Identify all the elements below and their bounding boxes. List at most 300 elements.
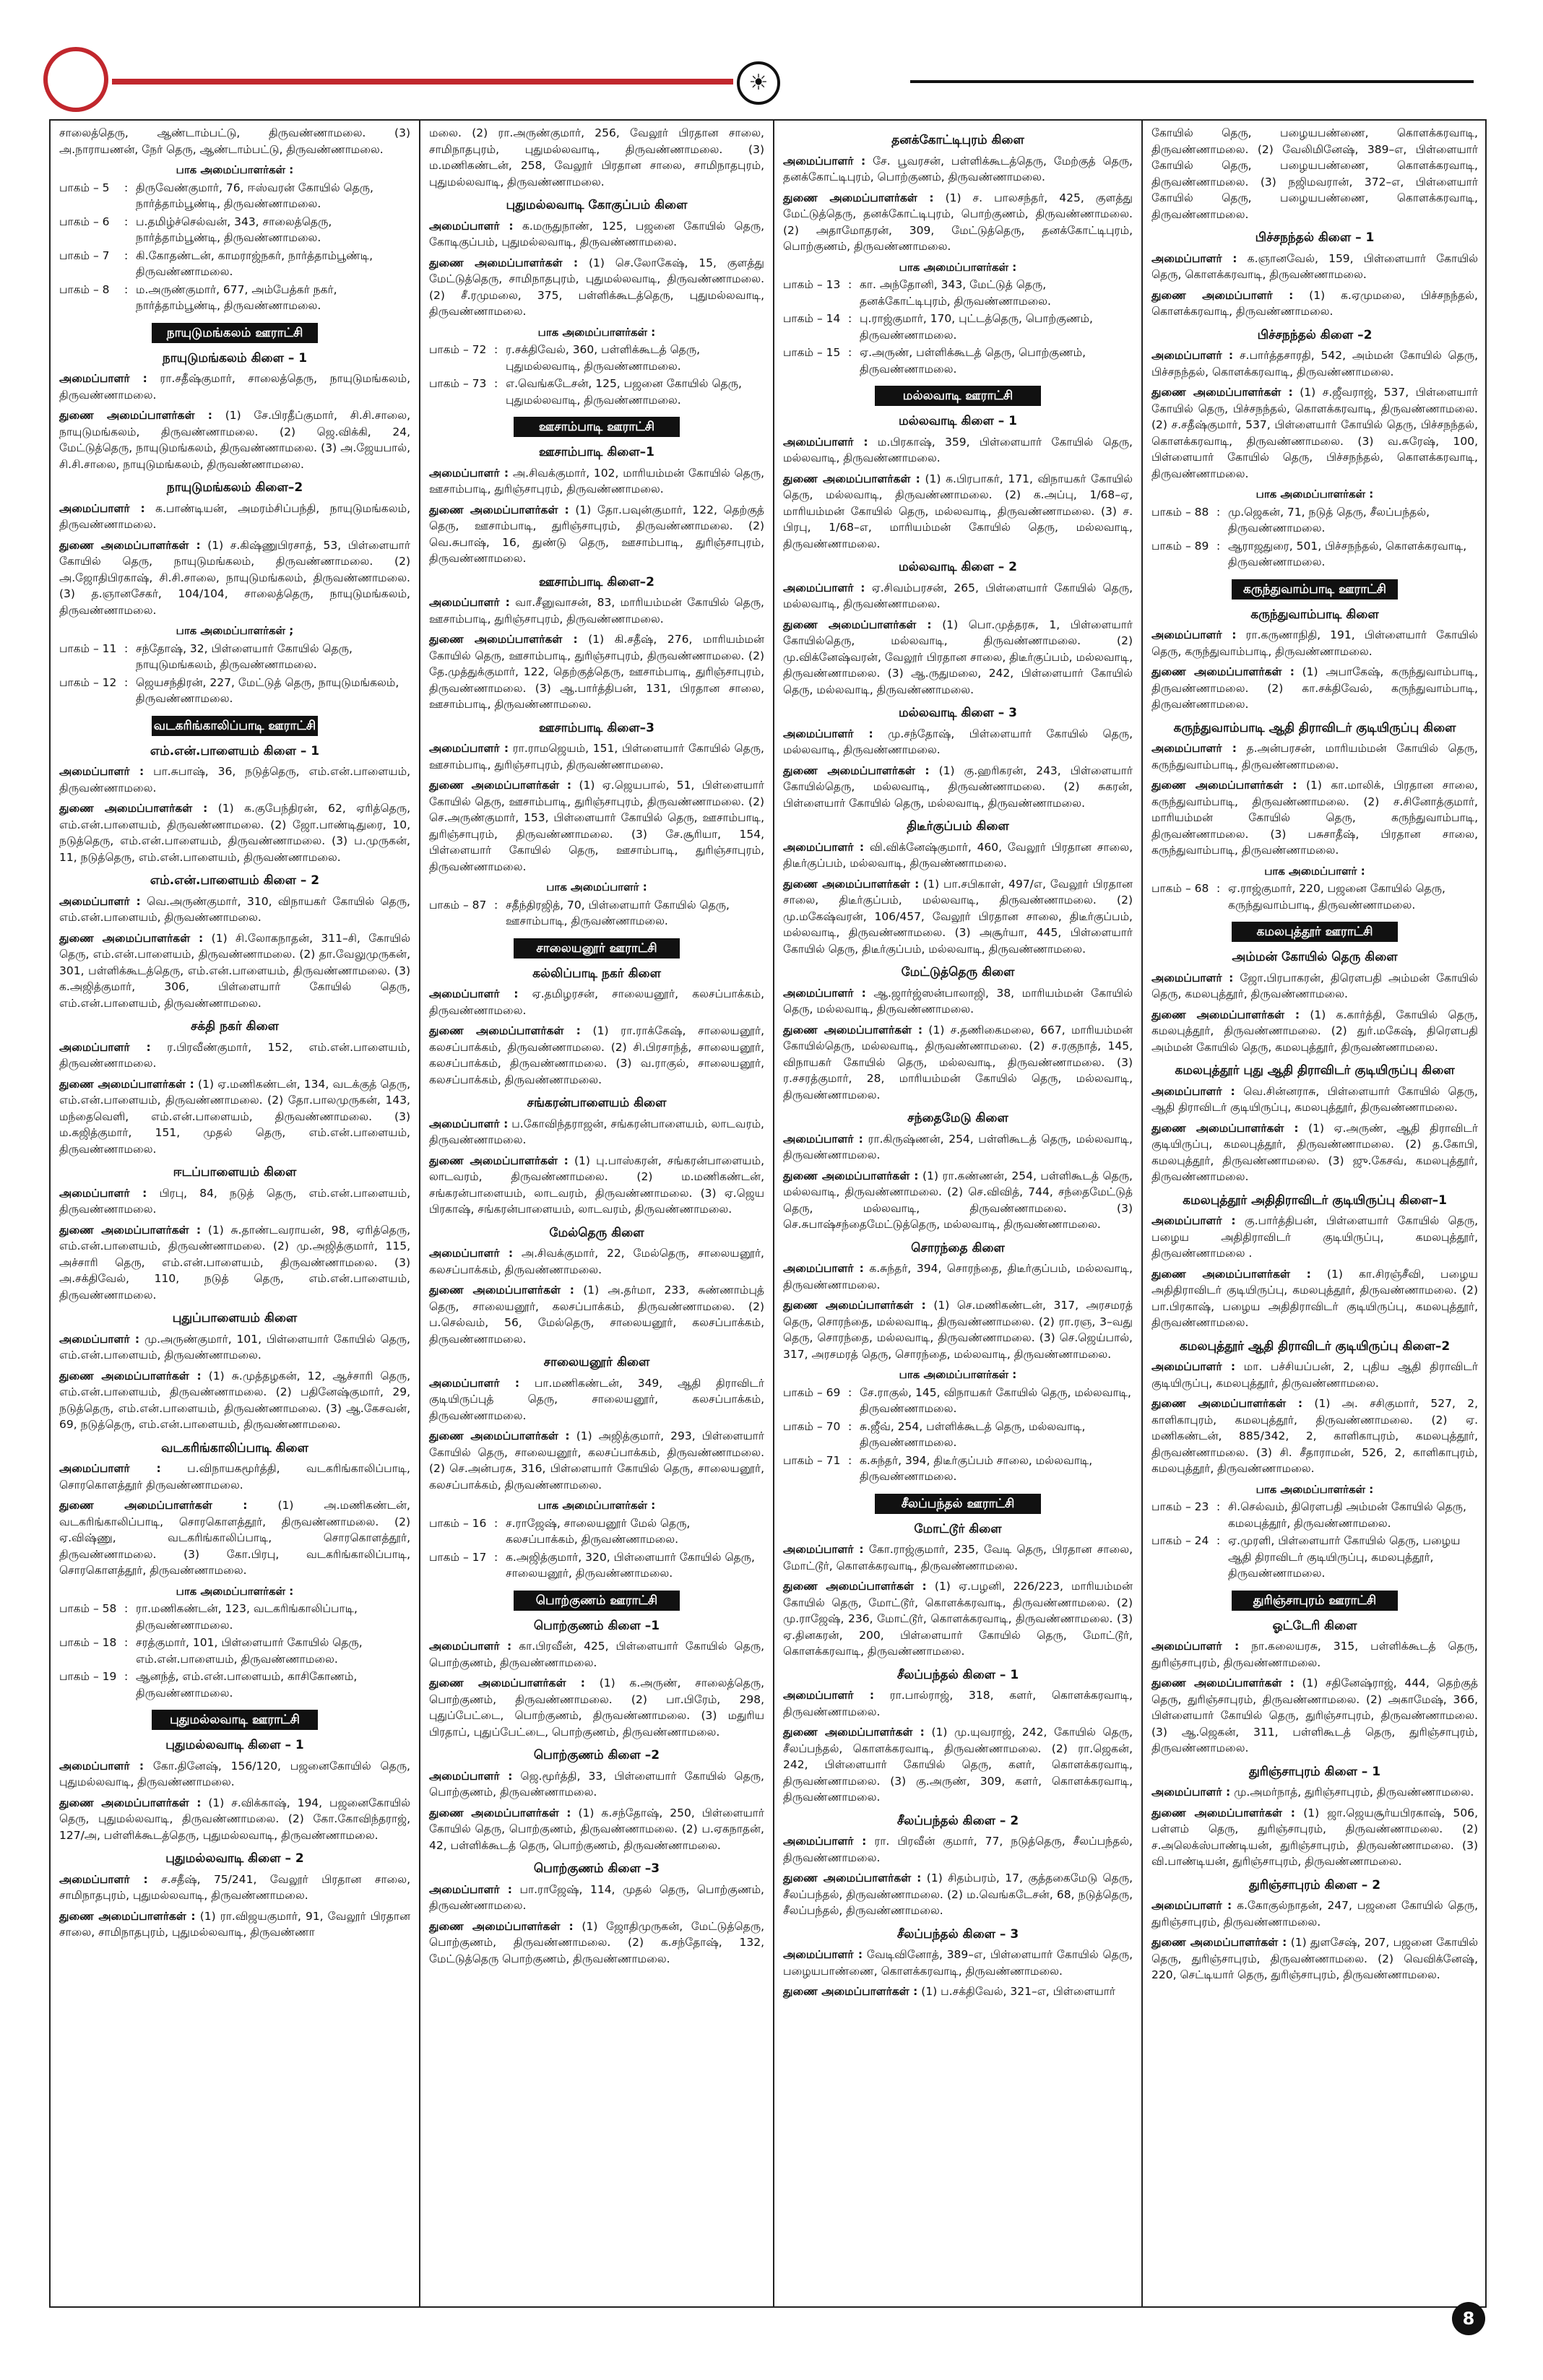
branch-heading: பொற்குணம் கிளை –1 <box>533 1618 660 1633</box>
entry-paragraph <box>1151 740 1478 773</box>
entry-text: (1) தோ.பவுன்குமார், 122, தெற்குத் தெரு, ஊசாம்பாடி, துரிஞ்சாபுரம், திருவண்ணாமலை. (2) வெ.சுபாஷ், 16, துண்டு தெரு, ஊசாம்பாடி, துரிஞ்சாபுரம், திருவண்ணாமலை. <box>429 503 764 565</box>
entry-text: ரா. பிரவீன் குமார், 77, நடுத்தெரு, சீலப்பந்தல், திருவண்ணாமலை. <box>783 1835 1133 1864</box>
branch-heading: சீலப்பந்தல் கிளை – 1 <box>896 1667 1019 1682</box>
booth-row <box>1151 504 1478 537</box>
entry-label: அமைப்பாளர் : <box>429 1640 512 1653</box>
entry-paragraph <box>783 617 1133 698</box>
entry-text: ஆ.ஜார்ஜ்ஸன்பாலாஜி, 38, மாரியம்மன் கோயில் தெரு, மல்லவாடி, திருவண்ணாமலை. <box>783 986 1133 1016</box>
entry-text: (1) க.குபேந்திரன், 62, ஏரித்தெரு, எம்.என்.பாளையம், திருவண்ணாமலை. (2) ஜோ.பாண்டிதுரை, 10, நடுத்தெரு, எம்.என்.பாளையம், திருவண்ணாமலை. (3) ப.முருகன், 11, நடுத்தெரு, எம்.என்.பாளையம், திருவண்ணாமலை. <box>59 802 411 864</box>
entry-paragraph <box>1151 1805 1478 1870</box>
booth-colon: : <box>124 641 129 655</box>
entry-text: (1) அ. சசிகுமார், 527, 2, காளிகாபுரம், கமலபுத்தூர், திருவண்ணாமலை. (2) ஏ. மணிகண்டன், 885/342, 2, காளிகாபுரம், கமலபுத்தூர், திருவண்ணாமலை. (3) சி. சீதாராமன், 526, 2, காளிகாபுரம், கமலபுத்தூர், திருவண்ணாமலை. <box>1151 1397 1479 1475</box>
party-logo-icon: ☀ <box>737 61 780 105</box>
entry-text: (1) க.ஏமுமலை, பிச்சநந்தல், கொளக்கரவாடி, திருவண்ணாமலை. <box>1151 288 1478 318</box>
branch-heading: கமலபுத்தூர் ஆதி திராவிடர் குடியிருப்பு கிளை–2 <box>1179 1338 1451 1354</box>
entry-paragraph <box>783 726 1133 758</box>
entry-text: (1) ஏ.மணிகண்டன், 134, வடக்குத் தெரு, எம்.என்.பாளையம், திருவண்ணாமலை. (2) தோ.பாலமுருகன், 143, மந்தைவெளி, எம்.என்.பாளையம், திருவண்ணாமலை. (3) ம.கஜித்குமார், 151, முதல் தெரு, எம்.என்.பாளையம், திருவண்ணாமலை. <box>59 1077 410 1156</box>
entry-paragraph <box>783 1833 1133 1866</box>
entry-paragraph <box>429 465 764 498</box>
booth-member: சரத்குமார், 101, பிள்ளையார் கோயில் தெரு, எம்.என்.பாளையம், திருவண்ணாமலை. <box>136 1636 363 1666</box>
entry-label: துணை அமைப்பாளர்கள் : <box>59 538 201 552</box>
booth-colon: : <box>1216 1500 1221 1513</box>
booth-colon: : <box>494 343 498 356</box>
branch-heading: மோட்டூர் கிளை <box>914 1521 1002 1536</box>
booth-member: ம.அருண்குமார், 677, அம்பேத்கர் நகர், நார்த்தாம்பூண்டி, திருவண்ணாமலை. <box>136 282 337 312</box>
booth-number: பாகம் – 6 <box>59 215 110 228</box>
entry-text: (1) அ.மணிகண்டன், வடகரிங்காலிப்பாடி, சொரகொளத்தூர், திருவண்ணாமலை. (2) ஏ.விஷ்ணு, வடகரிங்காலிப்பாடி, சொரகொளத்தூர், திருவண்ணாமலை. (3) கோ.பிரபு, வடகரிங்காலிப்பாடி, சொரகொளத்தூர், திருவண்ணாமலை. <box>59 1499 410 1577</box>
entry-text: கு.பார்த்திபன், பிள்ளையார் கோயில் தெரு, பழைய அதிதிராவிடர் குடியிருப்பு, கமலபுத்தூர், திருவண்ணாமலை . <box>1151 1214 1478 1260</box>
entry-text: நா.கலையரசு, 315, பள்ளிக்கூடத் தெரு, துரிஞ்சாபுரம், திருவண்ணாமலை. <box>1151 1640 1478 1669</box>
entry-label: துணை அமைப்பாளர்கள் : <box>429 1806 571 1819</box>
entry-paragraph <box>59 1908 410 1941</box>
entry-label: அமைப்பாளர் : <box>59 1872 148 1886</box>
entry-text: ர.பிரவீண்குமார், 152, எம்.என்.பாளையம், திருவண்ணாமலை. <box>59 1040 410 1070</box>
entry-paragraph <box>783 763 1133 812</box>
entry-paragraph <box>429 986 764 1018</box>
branch-heading: சாலையனூர் கிளை <box>543 1355 650 1369</box>
booth-row <box>59 214 410 246</box>
entry-paragraph <box>783 1168 1133 1233</box>
entry-label: துணை அமைப்பாளர்கள் : <box>59 802 208 815</box>
entry-label: துணை அமைப்பாளர்கள் : <box>1151 665 1295 678</box>
branch-heading: பிச்சநந்தல் கிளை – 1 <box>1255 230 1375 245</box>
entry-text: (1) க.சந்தோஷ், 250, பிள்ளையார் கோயில் தெரு, பொற்குணம், திருவண்ணாமலை. (2) ப.ஏகநாதன், 42, பள்ளிக்கூடத் தெரு, பொற்குணம், திருவண்ணாமலை. <box>429 1806 765 1852</box>
entry-paragraph <box>1151 1784 1478 1801</box>
entry-label: துணை அமைப்பாளர்கள் : <box>429 1676 585 1689</box>
booth-heading: பாக அமைப்பாளர்கள் : <box>537 325 656 339</box>
entry-label: துணை அமைப்பாளர்கள் : <box>429 256 579 269</box>
booth-colon: : <box>494 1516 498 1530</box>
booth-member: சதீந்திரஜித், 70, பிள்ளையார் கோயில் தெரு, ஊசாம்பாடி, திருவண்ணாமலை. <box>506 898 730 927</box>
entry-label: அமைப்பாளர் : <box>783 840 865 854</box>
entry-text: க.ஞானவேல், 159, பிள்ளையார் கோயில் தெரு, கொளக்கரவாடி, திருவண்ணாமலை. <box>1151 251 1478 281</box>
entry-label: அமைப்பாளர் : <box>1151 1214 1236 1227</box>
branch-heading: தனக்கோட்டிபுரம் கிளை <box>891 133 1024 147</box>
booth-row <box>429 1515 764 1548</box>
booth-colon: : <box>848 1453 852 1467</box>
booth-row <box>59 180 410 212</box>
branch-heading: துரிஞ்சாபுரம் கிளை – 1 <box>1248 1764 1381 1779</box>
booth-number: பாகம் – 23 <box>1151 1500 1209 1513</box>
entry-paragraph <box>59 1871 410 1904</box>
branch-heading: துரிஞ்சாபுரம் கிளை – 2 <box>1248 1877 1381 1892</box>
entry-label: துணை அமைப்பாளர்கள் : <box>783 877 920 891</box>
branch-heading: மல்லவாடி கிளை – 1 <box>898 414 1018 428</box>
entry-text: (1) செ.லோகேஷ், 15, குளத்து மேட்டுத்தெரு, சாமிநாதபுரம், புதுமல்லவாடி, திருவண்ணாமலை. (2) சீ.ரமுமலை, 375, பள்ளிக்கூடத்தெரு, புதுமல்லவாடி, திருவண்ணாமலை. <box>429 256 764 318</box>
booth-member: ஏ.ராஜ்குமார், 220, பஜனை கோயில் தெரு, கருந்துவாம்பாடி, திருவண்ணாமலை. <box>1228 882 1445 912</box>
booth-row <box>429 1549 764 1582</box>
entry-label: துணை அமைப்பாளர்கள் : <box>429 1284 574 1297</box>
entry-label: துணை அமைப்பாளர்கள் : <box>783 472 920 485</box>
entry-label: அமைப்பாளர் : <box>59 1462 161 1475</box>
entry-paragraph <box>429 218 764 251</box>
entry-label: அமைப்பாளர் : <box>429 1769 513 1783</box>
booth-member: க.அஜித்குமார், 320, பிள்ளையார் கோயில் தெரு, சாலையனூர், திருவண்ணாமலை. <box>506 1550 755 1580</box>
booth-row <box>783 277 1133 309</box>
entry-paragraph <box>783 153 1133 186</box>
entry-label: துணை அமைப்பாளர்கள் : <box>59 1796 202 1809</box>
branch-heading: மல்லவாடி கிளை – 2 <box>898 560 1018 574</box>
entry-text: மா. பச்சியப்பன், 2, புதிய ஆதி திராவிடர் குடியிருப்பு, கமலபுத்தூர், திருவண்ணாமலை. <box>1151 1360 1478 1390</box>
entry-paragraph <box>783 471 1133 553</box>
entry-paragraph <box>1151 1120 1478 1185</box>
entry-text: கோ.தினேஷ், 156/120, பஜனைகோயில் தெரு, புதுமல்லவாடி, திருவண்ணாமலை. <box>59 1759 410 1788</box>
entry-text: (1) சதினேஷ்ராஜ், 444, தெற்குத் தெரு, துரிஞ்சாபுரம், திருவண்ணாமலை. (2) அகாமேஷ், 366, பிள்ளையார் கோயில் தெரு, துரிஞ்சாபுரம், திருவண்ணாமலை. (3) ஆ.ஜெகன், 311, பள்ளிகூடத் தெரு, துரிஞ்சாபுரம், திருவண்ணாமலை. <box>1151 1676 1478 1754</box>
entry-text: (1) க.அருண், சாலைத்தெரு, பொற்குணம், திருவண்ணாமலை. (2) பா.பிரேம், 298, புதுப்பேட்டை, பொற்குணம், திருவண்ணாமலை. (3) மதுரிய பிரதாப், புதுப்பேட்டை, பொற்குணம், திருவண்ணாமலை. <box>429 1676 764 1739</box>
entry-paragraph <box>783 190 1133 255</box>
entry-paragraph <box>429 740 764 773</box>
entry-text: த.அன்பரசன், மாரியம்மன் கோயில் தெரு, கருந்துவாம்பாடி, திருவண்ணாமலை. <box>1151 742 1478 771</box>
panchayat-heading: கருந்துவாம்பாடி ஊராட்சி <box>1232 579 1398 600</box>
entry-text: (1) அ.தர்மா, 233, சுண்ணாம்புத் தெரு, சாலையனூர், கலசப்பாக்கம், திருவண்ணாமலை. (2) ப.செல்வம், 56, மேல்தெரு, சாலையனூர், கலசப்பாக்கம், திருவண்ணாமலை. <box>429 1284 765 1346</box>
entry-paragraph <box>429 1153 764 1218</box>
booth-number: பாகம் – 88 <box>1151 505 1209 519</box>
booth-colon: : <box>1216 1534 1221 1547</box>
entry-text: சே. பூவரசன், பள்ளிக்கூடத்தெரு, மேற்குத் தெரு, தனக்கோட்டிபுரம், பொற்குணம், திருவண்ணாமலை. <box>783 154 1133 183</box>
booth-row <box>783 1419 1133 1451</box>
entry-text: பா.மணிகண்டன், 349, ஆதி திராவிடர் குடியிருப்புத் தெரு, சாலையனூர், கலசப்பாக்கம், திருவண்ணாமலை. <box>429 1376 764 1422</box>
entry-paragraph <box>783 1541 1133 1574</box>
entry-text: ஏ.சிவம்பரசன், 265, பிள்ளையார் கோயில் தெரு, மல்லவாடி, திருவண்ணாமலை. <box>783 581 1133 610</box>
booth-row <box>1151 1533 1478 1582</box>
entry-paragraph <box>429 502 764 567</box>
booth-colon: : <box>1216 505 1221 519</box>
booth-colon: : <box>494 1550 498 1564</box>
entry-text: ஜெ.மூர்த்தி, 33, பிள்ளையார் கோயில் தெரு, பொற்குணம், திருவண்ணாமலை. <box>429 1769 764 1799</box>
booth-number: பாகம் – 13 <box>783 278 841 291</box>
booth-number: பாகம் – 73 <box>429 377 487 390</box>
entry-label: துணை அமைப்பாளர்கள் : <box>783 1985 918 1998</box>
entry-text: க.கோகுல்நாதன், 247, பஜனை கோயில் தெரு, துரிஞ்சாபுரம், திருவண்ணாமலை. <box>1151 1899 1478 1929</box>
entry-label: அமைப்பாளர் : <box>783 581 865 594</box>
entry-label: துணை அமைப்பாளர்கள் : <box>429 503 569 516</box>
entry-label: அமைப்பாளர் : <box>59 894 141 908</box>
entry-text: க.மருதுநாண், 125, பஜனை கோயில் தெரு, கோடிகுப்பம், புதுமல்லவாடி, திருவண்ணாமலை. <box>429 219 764 248</box>
branch-heading: வடகரிங்காலிப்பாடி கிளை <box>161 1440 308 1455</box>
booth-colon: : <box>124 282 129 296</box>
entry-paragraph <box>1151 347 1478 380</box>
entry-paragraph <box>1151 1934 1478 1983</box>
entry-paragraph <box>59 893 410 926</box>
entry-text: (1) ஜோதிமுருகன், மேட்டுத்தெரு, பொற்குணம், திருவண்ணாமலை. (2) க.சந்தோஷ், 132, மேட்டுத்தெரு பொற்குணம், திருவண்ணாமலை. <box>429 1919 765 1965</box>
booth-colon: : <box>124 181 129 194</box>
panchayat-heading: சீலப்பந்தல் ஊராட்சி <box>875 1494 1041 1514</box>
entry-paragraph <box>429 255 764 320</box>
panchayat-heading: ஊசாம்பாடி ஊராட்சி <box>514 417 680 437</box>
booth-member: ரா.மணிகண்டன், 123, வடகரிங்காலிப்பாடி, திருவண்ணாமலை. <box>136 1602 358 1632</box>
booth-row <box>59 675 410 707</box>
booth-heading: பாக அமைப்பாளர்கள் : <box>899 260 1017 274</box>
panchayat-heading: மல்லவாடி ஊராட்சி <box>875 386 1041 406</box>
entry-paragraph <box>429 1638 764 1671</box>
booth-row <box>429 342 764 374</box>
entry-paragraph <box>59 1461 410 1493</box>
booth-member: கி.கோதண்டன், காமராஜ்நகர், நார்த்தாம்பூண்டி, திருவண்ணாமலை. <box>136 248 373 278</box>
entry-label: அமைப்பாளர் : <box>1151 1899 1232 1912</box>
entry-text: மு.அமர்நாத், துரிஞ்சாபுரம், திருவண்ணாமலை. <box>1234 1786 1474 1799</box>
booth-colon: : <box>124 675 129 689</box>
entry-text: வெ.அருண்குமார், 310, விநாயகர் கோயில் தெரு, எம்.என்.பாளையம், திருவண்ணாமலை. <box>59 894 410 924</box>
entry-text: (1) ரா.கண்ணன், 254, பள்ளிகூடத் தெரு, மல்லவாடி, திருவண்ணாமலை. (2) செ.விவித், 744, சந்தைமேட்டுத் தெரு, மல்லவாடி, திருவண்ணாமலை. (3) செ.சுபாஷ்சந்தைமேட்டுத்தெரு, மல்லவாடி, திருவண்ணாமலை. <box>783 1169 1133 1231</box>
branch-heading: ஊசாம்பாடி கிளை–3 <box>538 720 655 735</box>
entry-label: துணை அமைப்பாளர்கள் : <box>59 1369 202 1382</box>
branch-heading: சக்தி நகர் கிளை <box>190 1019 280 1034</box>
booth-number: பாகம் – 17 <box>429 1550 487 1564</box>
entry-label: அமைப்பாளர் : <box>429 1117 509 1130</box>
entry-paragraph <box>1151 1638 1478 1671</box>
booth-number: பாகம் – 24 <box>1151 1534 1209 1547</box>
branch-heading: மேல்தெரு கிளை <box>549 1225 644 1240</box>
booth-member: பு.ராஜ்குமார், 170, புட்டத்தெரு, பொற்குணம், திருவண்ணாமலை. <box>860 312 1093 342</box>
entry-label: அமைப்பாளர் : <box>1151 251 1237 265</box>
entry-label: அமைப்பாளர் : <box>59 1040 151 1054</box>
entry-text: ப.விநாயகமூர்த்தி, வடகரிங்காலிப்பாடி, சொரகொளத்தூர் திருவண்ணாமலை. <box>59 1462 410 1492</box>
entry-paragraph <box>59 1076 410 1158</box>
entry-text: (1) ச. பாலசந்தர், 425, குளத்து மேட்டுத்தெரு, தனக்கோட்டிபுரம், பொற்குணம், திருவண்ணாமலை. (2) அதாமோதரன், 309, மேட்டுத்தெரு, தனக்கோட்டிபுரம், பொற்குணம், திருவண்ணாமலை. <box>783 191 1133 253</box>
entry-paragraph <box>783 1022 1133 1104</box>
entry-text: (1) ரா.ராக்கேஷ், சாலையனூர், கலசப்பாக்கம், திருவண்ணாமலை. (2) சி.பிரசாந்த், சாலையனூர், கலசப்பாக்கம், திருவண்ணாமலை. (3) வ.ராகுல், சாலையனூர், கலசப்பாக்கம், திருவண்ணாமலை. <box>429 1024 764 1086</box>
entry-label: அமைப்பாளர் : <box>429 596 510 609</box>
panchayat-heading: வடகரிங்காலிப்பாடி ஊராட்சி <box>152 716 318 736</box>
entry-paragraph <box>429 1428 764 1493</box>
booth-member: ஜெயசந்திரன், 227, மேட்டுத் தெரு, நாயுடுமங்கலம், திருவண்ணாமலை. <box>136 675 399 705</box>
branch-heading: பொற்குணம் கிளை –3 <box>533 1861 660 1876</box>
booth-number: பாகம் – 18 <box>59 1636 117 1649</box>
branch-heading: பிச்சநந்தல் கிளை –2 <box>1257 327 1373 342</box>
entry-text: கோயில் தெரு, பழையபண்ணை, கொளக்கரவாடி, திருவண்ணாமலை. (2) வேலிமினேஷ், 389–எ, பிள்ளையார் கோயில் தெரு, பழையபண்ணை, கொளக்கரவாடி, திருவண்ணாமலை. (3) நஜிமவரான், 372–எ, பிள்ளையார் கோயில் தெரு, பழையபண்ணை, கொளக்கரவாடி, திருவண்ணாமலை. <box>1151 126 1478 221</box>
booth-colon: : <box>848 312 852 325</box>
entry-label: துணை அமைப்பாளர்கள் : <box>59 931 204 945</box>
entry-text: (1) கு.ஹரிகரன், 243, பிள்ளையார் கோயில்தெரு, மல்லவாடி, திருவண்ணாமலை. (2) சுகரன், பிள்ளையார் கோயில் தெரு, மல்லவாடி, திருவண்ணாமலை. <box>783 763 1133 810</box>
booth-number: பாகம் – 7 <box>59 248 110 262</box>
header-circle-ornament <box>43 47 108 112</box>
entry-paragraph <box>1151 384 1478 482</box>
booth-colon: : <box>124 1602 129 1615</box>
entry-paragraph <box>783 1947 1133 1979</box>
entry-paragraph <box>429 1282 764 1347</box>
entry-text: ம.பிரகாஷ், 359, பிள்ளையார் கோயில் தெரு, மல்லவாடி, திருவண்ணாமலை. <box>783 435 1133 464</box>
entry-label: துணை அமைப்பாளர்கள் : <box>1151 1397 1303 1410</box>
booth-member: சி.செல்வம், திரௌபதி அம்மன் கோயில் தெரு, கமலபுத்தூர், திருவண்ணாமலை. <box>1228 1500 1466 1530</box>
entry-label: அமைப்பாளர் : <box>783 1948 863 1961</box>
entry-label: துணை அமைப்பாளர்கள் : <box>783 1871 922 1884</box>
entry-text: வேடிவினோத், 389–எ, பிள்ளையார் கோயில் தெரு, பழையபாண்ணை, கொளக்கரவாடி, திருவண்ணாமலை. <box>783 1948 1133 1978</box>
booth-number: பாகம் – 12 <box>59 675 117 689</box>
booth-colon: : <box>124 1670 129 1683</box>
entry-text: ப.கோவிந்தராஜன், சங்கரன்பாளையம், லாடவரம், திருவண்ணாமலை. <box>429 1117 764 1146</box>
booth-member: ர.சக்திவேல், 360, பள்ளிக்கூடத் தெரு, புதுமல்லவாடி, திருவண்ணாமலை. <box>506 343 701 373</box>
panchayat-heading: நாயுடுமங்கலம் ஊராட்சி <box>152 323 318 343</box>
entry-label: துணை அமைப்பாளர்கள் : <box>429 1429 570 1442</box>
booth-row <box>429 897 764 930</box>
entry-label: துணை அமைப்பாளர்கள் : <box>783 191 934 204</box>
panchayat-heading: புதுமல்லவாடி ஊராட்சி <box>152 1710 318 1730</box>
branch-heading: கருந்துவாம்பாடி கிளை <box>1250 607 1379 622</box>
booth-member: ச.ராஜேஷ், சாலையனூர் மேல் தெரு, கலசப்பாக்கம், திருவண்ணாமலை. <box>506 1516 691 1546</box>
entry-label: துணை அமைப்பாளர்கள் : <box>59 1909 196 1923</box>
entry-paragraph <box>429 1768 764 1801</box>
entry-label: துணை அமைப்பாளர்கள் : <box>1151 1676 1295 1689</box>
entry-label: அமைப்பாளர் : <box>783 1835 867 1848</box>
entry-text: க.சுந்தர், 394, சொரந்தை, திடீர்குப்பம், மல்லவாடி, திருவண்ணாமலை. <box>783 1262 1133 1291</box>
branch-heading: கல்லிப்பாடி நகர் கிளை <box>532 966 661 981</box>
booth-number: பாகம் – 87 <box>429 898 487 912</box>
entry-text: வி.விக்னேஷ்குமார், 460, வேலூர் பிரதான சாலை, திடீர்குப்பம், மல்லவாடி, திருவண்ணாமலை. <box>783 840 1133 870</box>
booth-colon: : <box>1216 882 1221 895</box>
entry-label: அமைப்பாளர் : <box>59 501 145 515</box>
booth-row <box>783 345 1133 377</box>
panchayat-heading: பொற்குணம் ஊராட்சி <box>514 1591 680 1611</box>
entry-text: ச.சதீஷ், 75/241, வேலூர் பிரதான சாலை, சாமிநாதபுரம், புதுமல்லவாடி, திருவண்ணாமலை. <box>59 1872 410 1902</box>
branch-heading: கமலபுத்தூர் புது ஆதி திராவிடர் குடியிருப்பு கிளை <box>1175 1063 1455 1078</box>
booth-colon: : <box>124 215 129 228</box>
booth-row <box>1151 538 1478 571</box>
entry-label: துணை அமைப்பாளர் : <box>1151 288 1294 302</box>
entry-paragraph <box>59 537 410 619</box>
entry-text: (1) கா.மாலிக், பிரதான சாலை, கருந்துவாம்பாடி, திருவண்ணாமலை. (2) ச.சினோத்குமார், மாரியம்மன் கோயில் தெரு, கருந்துவாம்பாடி, திருவண்ணாமலை. (3) பசுசாதீஷ், பிரதான சாலை, கருந்துவாம்பாடி, திருவண்ணாமலை. <box>1151 779 1478 857</box>
entry-paragraph <box>783 1131 1133 1164</box>
entry-paragraph <box>429 631 764 713</box>
entry-paragraph <box>783 434 1133 467</box>
entry-text: பிரபு, 84, நடுத் தெரு, எம்.என்.பாளையம், திருவண்ணாமலை. <box>59 1186 410 1216</box>
branch-heading: மேட்டுத்தெரு கிளை <box>901 965 1015 979</box>
entry-label: துணை அமைப்பாளர்கள் : <box>1151 1121 1299 1135</box>
entry-text: (1) கா.சிரஞ்சீவி, பழைய அதிதிராவிடர் குடியிருப்பு, கமலபுத்தூர், திருவண்ணாமலை. (2) பா.பிரகாஷ், பழைய அதிதிராவிடர் குடியிருப்பு, கமலபுத்தூர், திருவண்ணாமலை. <box>1151 1267 1478 1329</box>
booth-number: பாகம் – 72 <box>429 343 487 356</box>
entry-label: துணை அமைப்பாளர்கள் : <box>783 618 932 631</box>
entry-text: (1) சிதம்பரம், 17, குத்தகைமேடு தெரு, சீலப்பந்தல், திருவண்ணாமலை. (2) ம.வெங்கடேசன், 68, நடுத்தெரு, சீலப்பந்தல், திருவண்ணாமலை. <box>783 1871 1133 1917</box>
entry-paragraph <box>59 125 410 157</box>
entry-label: அமைப்பாளர் : <box>1151 628 1237 641</box>
entry-paragraph <box>1151 1213 1478 1262</box>
entry-paragraph <box>429 777 764 875</box>
entry-paragraph <box>1151 1897 1478 1930</box>
booth-number: பாகம் – 16 <box>429 1516 487 1530</box>
panchayat-heading: சாலையனூர் ஊராட்சி <box>514 938 680 959</box>
entry-label: துணை அமைப்பாளர்கள் : <box>783 1726 925 1739</box>
entry-label: அமைப்பாளர் : <box>429 1376 520 1390</box>
entry-label: அமைப்பாளர் : <box>783 154 866 168</box>
entry-paragraph <box>429 125 764 190</box>
entry-text: ரா.கருணாநிதி, 191, பிள்ளையார் கோயில் தெரு, கருந்துவாம்பாடி, திருவண்ணாமலை. <box>1151 628 1478 658</box>
entry-paragraph <box>59 800 410 865</box>
entry-paragraph <box>429 1116 764 1148</box>
booth-member: திருவேண்குமார், 76, ஈஸ்வரன் கோயில் தெரு, நார்த்தாம்பூண்டி, திருவண்ணாமலை. <box>136 181 373 210</box>
entry-paragraph <box>59 1368 410 1433</box>
entry-paragraph <box>59 501 410 533</box>
entry-text: ஜோ.பிரபாகரன், திரௌபதி அம்மன் கோயில் தெரு, கமலபுத்தூர், திருவண்ணாமலை. <box>1151 971 1478 1000</box>
entry-text: (1) ஏ.பழனி, 226/223, மாரியம்மன் கோயில் தெரு, மோட்டூர், கொளக்கரவாடி, திருவண்ணாமலை. (2) மு.ராஜேஷ், 236, மோட்டூர், கொளக்கரவாடி, திருவண்ணாமலை. (3) ஏ.தினகரன், 200, பிள்ளையார் கோயில் தெரு, மோட்டூர், கொளக்கரவாடி, திருவண்ணாமலை. <box>783 1580 1133 1658</box>
entry-label: அமைப்பாளர் : <box>59 1332 140 1346</box>
booth-member: ஏ.அருண், பள்ளிக்கூடத் தெரு, பொற்குணம், திருவண்ணாமலை. <box>860 346 1086 376</box>
branch-heading: சீலப்பந்தல் கிளை – 2 <box>896 1813 1019 1828</box>
booth-colon: : <box>494 377 498 390</box>
booth-number: பாகம் – 89 <box>1151 539 1209 553</box>
branch-heading: ஊசாம்பாடி கிளை–2 <box>538 574 655 589</box>
entry-paragraph <box>1151 1395 1478 1477</box>
entry-text: அ.சிவக்குமார், 22, மேல்தெரு, சாலையனூர், கலசப்பாக்கம், திருவண்ணாமலை. <box>429 1247 764 1276</box>
entry-label: துணை அமைப்பாளர்கள் : <box>59 1499 248 1512</box>
entry-label: துணை அமைப்பாளர்கள் : <box>1151 386 1293 399</box>
entry-text: (1) துளசேஷ், 207, பஜனை கோயில் தெரு, துரிஞ்சாபுரம், திருவண்ணாமலை. (2) வெவிக்னேஷ், 220, செட்டியார் தெரு, துரிஞ்சாபுரம், திருவண்ணாமலை. <box>1151 1936 1479 1981</box>
column-1 <box>51 121 419 2306</box>
entry-paragraph <box>783 1983 1133 2000</box>
entry-text: (1) பா.சபிகாள், 497/எ, வேலூர் பிரதான சாலை, திடீர்குப்பம், மல்லவாடி, திருவண்ணாமலை. (2) மு.மகேஷ்வரன், 106/457, வேலூர் பிரதான சாலை, திடீர்குப்பம், மல்லவாடி, திருவண்ணாமலை. (3) அசூர்யா, 445, பிள்ளையார் கோயில் தெரு, திடீர்குப்பம், மல்லவாடி, திருவண்ணாமலை. <box>783 877 1133 956</box>
branch-heading: ஈடப்பாளையம் கிளை <box>173 1165 297 1180</box>
column-4 <box>1141 121 1487 2306</box>
entry-text: (1) அஜித்குமார், 293, பிள்ளையார் கோயில் தெரு, சாலையனூர், கலசப்பாக்கம், திருவண்ணாமலை. (2) செ.அன்பரசு, 316, பிள்ளையார் கோயில் தெரு, சாலையனூர், கலசப்பாக்கம், திருவண்ணாமலை. <box>429 1429 764 1492</box>
branch-heading: புதுமல்லவாடி கிளை – 1 <box>165 1738 304 1752</box>
branch-heading: எம்.என்.பாளையம் கிளை – 2 <box>150 873 320 888</box>
booth-member: ஆராஜதுரை, 501, பிச்சநந்தல், கொளக்கரவாடி, திருவண்ணாமலை. <box>1228 539 1467 568</box>
booth-heading: பாக அமைப்பாளர்கள் ; <box>176 624 294 637</box>
booth-colon: : <box>494 898 498 912</box>
entry-label: அமைப்பாளர் : <box>783 1689 875 1702</box>
booth-member: சந்தோஷ், 32, பிள்ளையார் கோயில் தெரு, நாயுடுமங்கலம், திருவண்ணாமலை. <box>136 641 353 671</box>
entry-text: ரா.கிருஷ்ணன், 254, பள்ளிகூடத் தெரு, மல்லவாடி, திருவண்ணாமலை. <box>783 1132 1133 1161</box>
entry-text: அ.சிவக்குமார், 102, மாரியம்மன் கோயில் தெரு, ஊசாம்பாடி, துரிஞ்சாபுரம், திருவண்ணாமலை. <box>429 466 764 496</box>
booth-member: கா. அந்தோனி, 343, மேட்டுத் தெரு, தனக்கோட்டிபுரம், திருவண்ணாமலை. <box>860 278 1051 308</box>
booth-row <box>59 1601 410 1633</box>
booth-number: பாகம் – 14 <box>783 312 841 325</box>
entry-paragraph <box>59 1497 410 1579</box>
entry-paragraph <box>429 1882 764 1914</box>
entry-text: (1) சு.தாண்டவராயன், 98, ஏரித்தெரு, எம்.என்.பாளையம், திருவண்ணாமலை. (2) மு.அஜித்குமார், 115, அச்சாரி தெரு, எம்.என்.பாளையம், திருவண்ணாமலை. (3) அ.சக்திவேல், 110, நடுத் தெரு, எம்.என்.பாளையம், திருவண்ணாமலை. <box>59 1223 411 1302</box>
entry-label: துணை அமைப்பாளர்கள் : <box>1151 1267 1311 1281</box>
entry-label: துணை அமைப்பாளர்கள் : <box>1151 1008 1300 1021</box>
booth-heading: பாக அமைப்பாளர்கள் : <box>176 163 294 176</box>
entry-text: (1) ஏ.ஜெயபால், 51, பிள்ளையார் கோயில் தெரு, ஊசாம்பாடி, துரிஞ்சாபுரம், திருவண்ணாமலை. (2) செ.அருண்குமார், 153, பிள்ளையார் கோயில் தெரு, ஊசாம்பாடி, துரிஞ்சாபுரம், திருவண்ணாமலை. (3) சே.சூரியா, 154, பிள்ளையார் கோயில் தெரு, ஊசாம்பாடி, துரிஞ்சாபுரம், திருவண்ணாமலை. <box>429 779 764 873</box>
entry-paragraph <box>1151 777 1478 859</box>
booth-number: பாகம் – 5 <box>59 181 110 194</box>
booth-heading: பாக அமைப்பாளர் : <box>546 880 647 893</box>
entry-label: துணை அமைப்பாளர்கள் : <box>429 1154 569 1167</box>
branch-heading: புதுமல்லவாடி கோகுப்பம் கிளை <box>506 198 688 212</box>
entry-paragraph <box>783 580 1133 613</box>
booth-row <box>59 282 410 314</box>
entry-label: அமைப்பாளர் : <box>783 1543 864 1556</box>
entry-text: (1) கி.சதீஷ், 276, மாரியம்மன் கோயில் தெரு, ஊசாம்பாடி, துரிஞ்சாபுரம், திருவண்ணாமலை. (2) தே.முத்துக்குமார், 122, தெற்குத்தெரு, ஊசாம்பாடி, துரிஞ்சாபுரம், திருவண்ணாமலை. (3) ஆ.பார்த்திபன், 131, பிரதான சாலை, ஊசாம்பாடி, திருவண்ணாமலை. <box>429 633 764 711</box>
entry-label: அமைப்பாளர் : <box>1151 1360 1236 1373</box>
entry-text: (1) ச.விக்காஷ், 194, பஜனைகோயில் தெரு, புதுமல்லவாடி, திருவண்ணாமலை. (2) கோ.கோவிந்தராஜ், 127/அ, பள்ளிக்கூடத்தெரு, புதுமல்லவாடி, திருவண்ணாமலை. <box>59 1796 411 1842</box>
entry-text: ரா.ராமஜெயம், 151, பிள்ளையார் கோயில் தெரு, ஊசாம்பாடி, துரிஞ்சாபுரம், திருவண்ணாமலை. <box>429 742 764 771</box>
entry-paragraph <box>1151 125 1478 222</box>
booth-row <box>59 641 410 673</box>
booth-row <box>59 1635 410 1667</box>
entry-label: துணை அமைப்பாளர்கள் : <box>59 1223 202 1237</box>
booth-number: பாகம் – 58 <box>59 1602 117 1615</box>
entry-text: மு.அருண்குமார், 101, பிள்ளையார் கோயில் தெரு, எம்.என்.பாளையம், திருவண்ணாமலை. <box>59 1332 410 1362</box>
entry-label: துணை அமைப்பாளர்கள் : <box>59 409 212 422</box>
booth-row <box>783 1385 1133 1417</box>
entry-text: கோ.ராஜ்குமார், 235, வேடி தெரு, பிரதான சாலை, மோட்டூர், கொளக்கரவாடி, திருவண்ணாமலை. <box>783 1543 1133 1572</box>
entry-paragraph <box>783 876 1133 958</box>
branch-heading: ஓட்டேரி கிளை <box>1272 1618 1357 1633</box>
booth-number: பாகம் – 69 <box>783 1385 841 1399</box>
branch-heading: சந்தைமேடு கிளை <box>907 1111 1008 1125</box>
entry-label: அமைப்பாளர் : <box>1151 1084 1235 1098</box>
entry-paragraph <box>783 1578 1133 1660</box>
entry-text: (1) ரா.விஜயகுமார், 91, வேலூர் பிரதான சாலை, சாமிநாதபுரம், புதுமல்லவாடி, திருவண்ணா <box>59 1909 411 1939</box>
booth-member: சே.ராகுல், 145, விநாயகர் கோயில் தெரு, மல்லவாடி, திருவண்ணாமலை. <box>860 1385 1131 1415</box>
branch-heading: மல்லவாடி கிளை – 3 <box>898 706 1018 720</box>
entry-text: மு.சந்தோஷ், பிள்ளையார் கோயில் தெரு, மல்லவாடி, திருவண்ணாமலை. <box>783 727 1133 756</box>
entry-paragraph <box>783 1687 1133 1720</box>
entry-text: (1) ச.தணிகைமலை, 667, மாரியம்மன் கோயில்தெரு, மல்லவாடி, திருவண்ணாமலை. (2) ச.ரகுநாத், 145, விநாயகர் கோயில் தெரு, மல்லவாடி, திருவண்ணாமலை. (3) ர.சசரத்குமார், 28, மாரியம்மன் கோயில் தெரு, மல்லவாடி, திருவண்ணாமலை. <box>783 1023 1133 1102</box>
booth-row <box>429 376 764 408</box>
booth-number: பாகம் – 11 <box>59 641 117 655</box>
column-3 <box>773 121 1141 2306</box>
